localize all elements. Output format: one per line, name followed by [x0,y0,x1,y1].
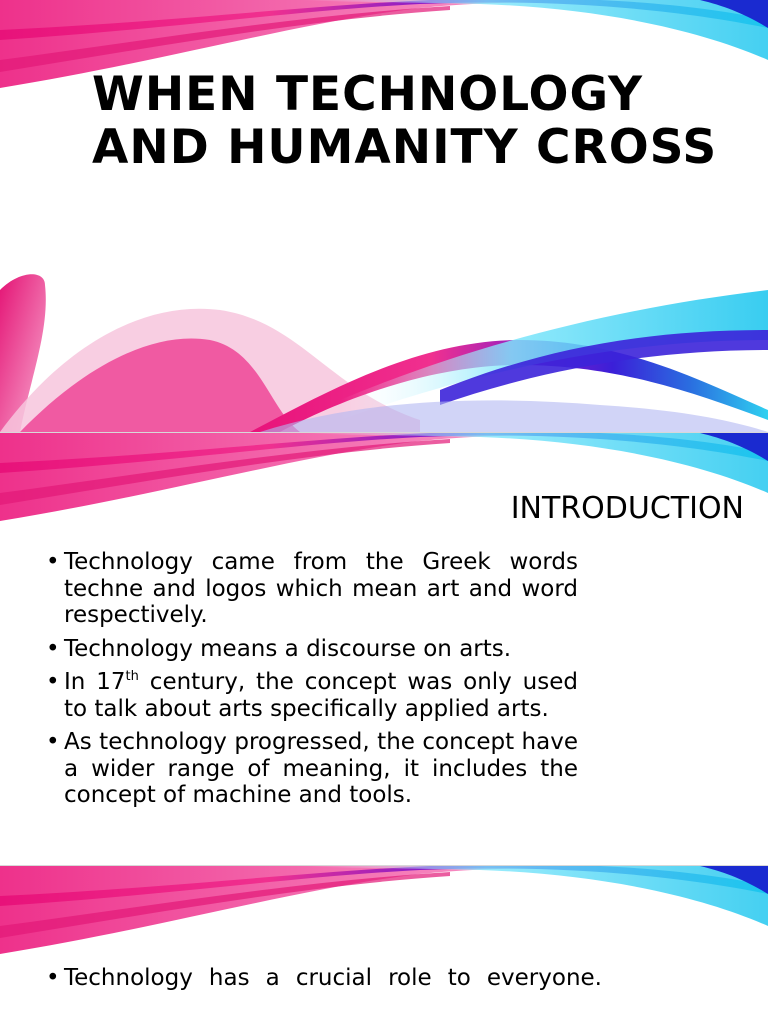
list-item [46,636,578,663]
content-slide [0,866,768,1024]
bullet-list [46,965,602,999]
bottom-wave-graphic [0,270,768,432]
bullet-text: century, the concept was only used to talk about arts specifically applied arts. [64,669,578,722]
bullet-text: Technology came from the Greek words techne and logos which mean art and word respectively. [64,549,578,628]
list-item [46,669,578,722]
bullet-list [46,549,578,816]
slide-heading: INTRODUCTION [510,491,744,526]
title-slide [0,0,768,432]
superscript: th [125,669,139,684]
bullet-text: Technology has a crucial role to everyone. [64,965,602,991]
bullet-text: As technology progressed, the concept have a wider range of meaning, it includes the concept of machine and tools. [64,729,578,808]
bullet-text: Technology means a discourse on arts. [64,635,512,662]
list-item [46,549,578,629]
list-item [46,965,602,992]
top-swoosh-graphic [0,866,768,966]
slide-title: WHEN TECHNOLOGY AND HUMANITY CROSS [92,67,718,175]
introduction-slide [0,433,768,865]
list-item [46,729,578,809]
bullet-text: In 17 [64,669,126,695]
